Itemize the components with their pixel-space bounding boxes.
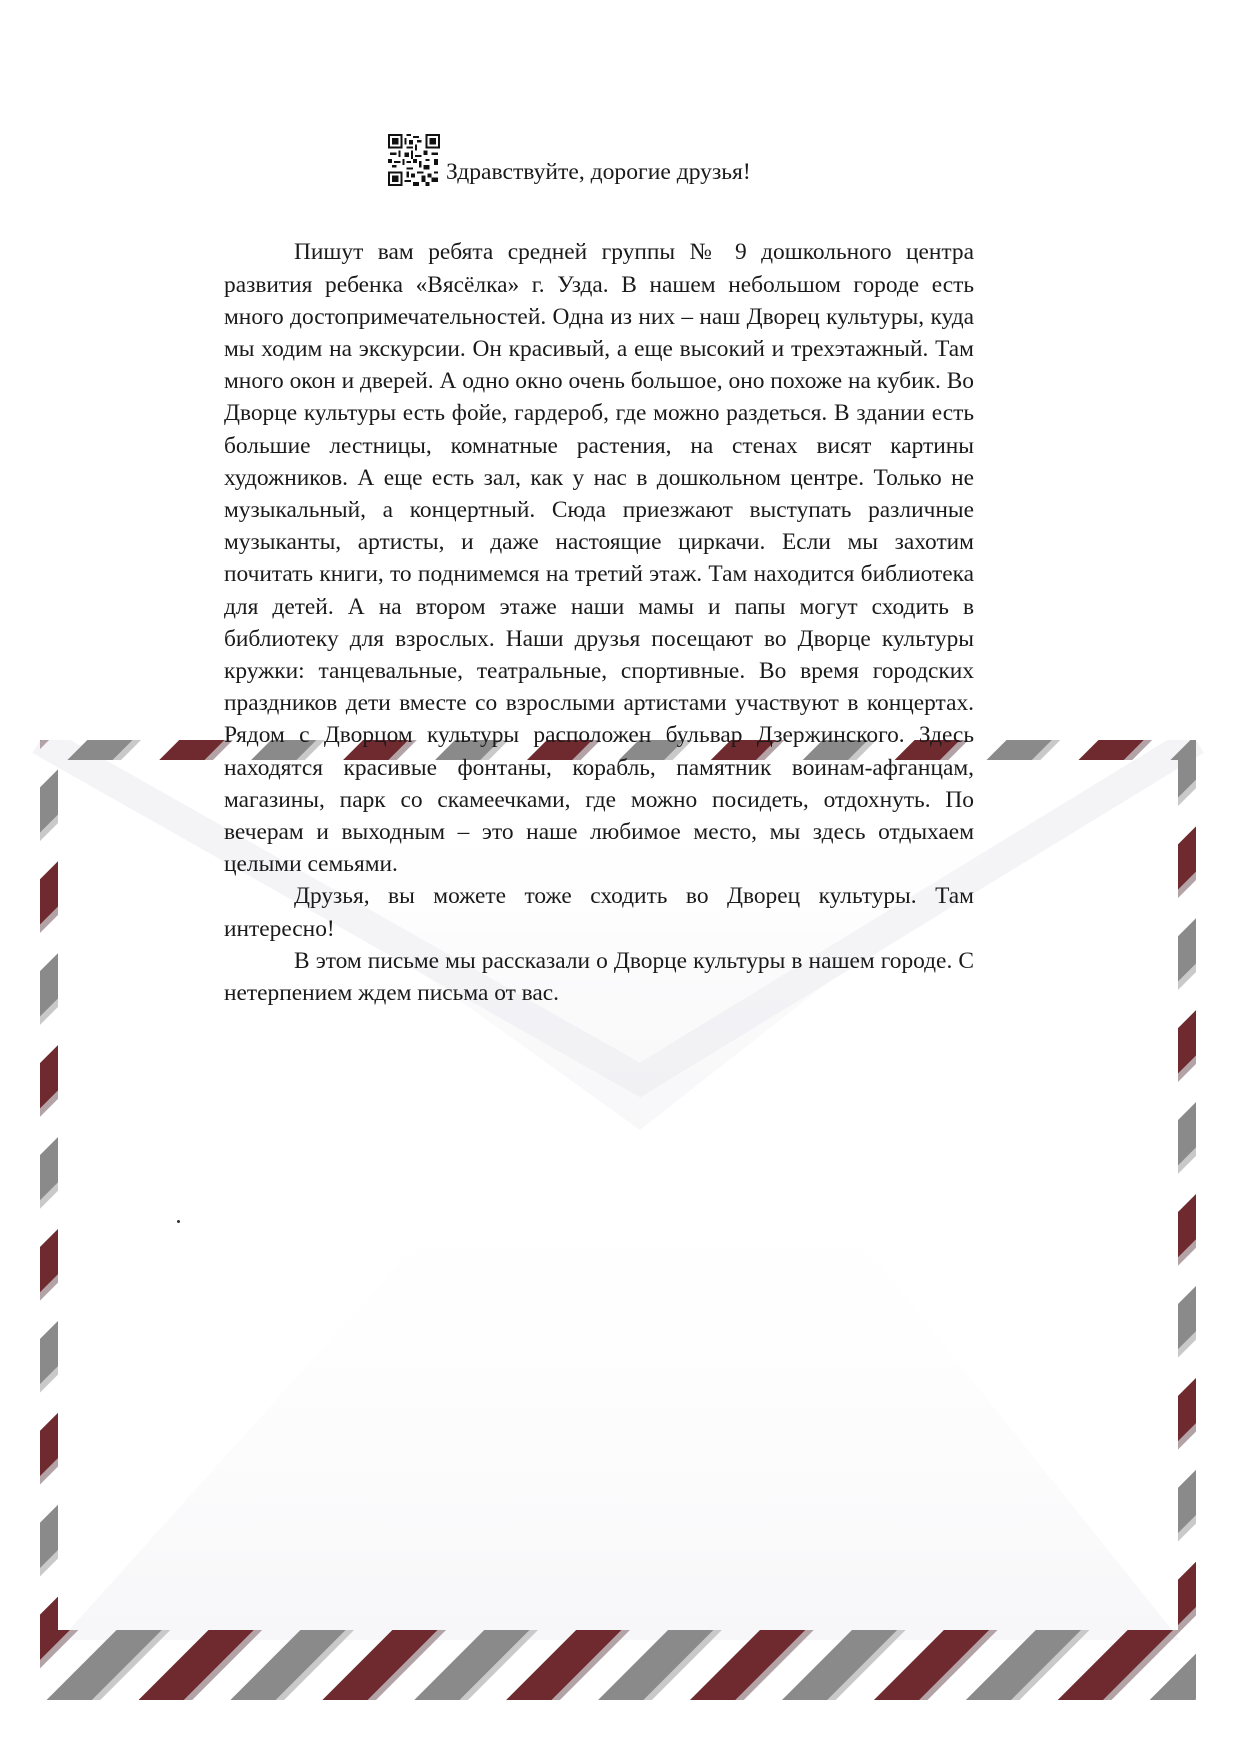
letter-paragraph: Друзья, вы можете тоже сходить во Дворец культуры. Там интересно!: [224, 883, 974, 942]
letter-paragraph: Пишут вам ребята средней группы № 9 дошкольного центра развития ребенка «Вясёлка» г. Узда. В нашем небольшом городе есть много достопримечательностей. Одна из них – наш Дворец культуры, куда мы ходим на экскурсии. Он красивый, а еще высокий и трехэтажный. Там много окон и дверей. А одно окно очень большое, оно похоже на кубик. Во Дворце культуры есть фойе, гардероб, где можно раздеться. В здании есть большие лестницы, комнатные растения, на стенах висят картины художников. А еще есть зал, как у нас в дошкольном центре. Только не музыкальный, а концертный. Сюда приезжают выступать различные музыканты, артисты, и даже настоящие циркачи. Если мы захотим почитать книги, то поднимемся на третий этаж. Там находится библиотека для детей. А на втором этаже наши мамы и папы могут сходить в библиотеку для взрослых. Наши друзья посещают во Дворце культуры кружки: танцевальные, театральные, спортивные. Во время городских праздников дети вместе со взрослыми артистами участвуют в концертах. Рядом с Дворцом культуры расположен бульвар Дзержинского. Здесь находятся красивые фонтаны, корабль, памятник воинам-афганцам, магазины, парк со скамеечками, где можно посидеть, отдохнуть. По вечерам и выходным – это наше любимое место, мы здесь отдыхаем целыми семьями.: [224, 239, 974, 878]
letter-body: [224, 236, 974, 1009]
letter-paragraph: В этом письме мы рассказали о Дворце культуры в нашем городе. С нетерпением ждем письма от вас.: [224, 947, 974, 1006]
scan-speck: [177, 1220, 180, 1223]
letter: [224, 158, 974, 1009]
letter-greeting: Здравствуйте, дорогие друзья!: [446, 159, 751, 185]
